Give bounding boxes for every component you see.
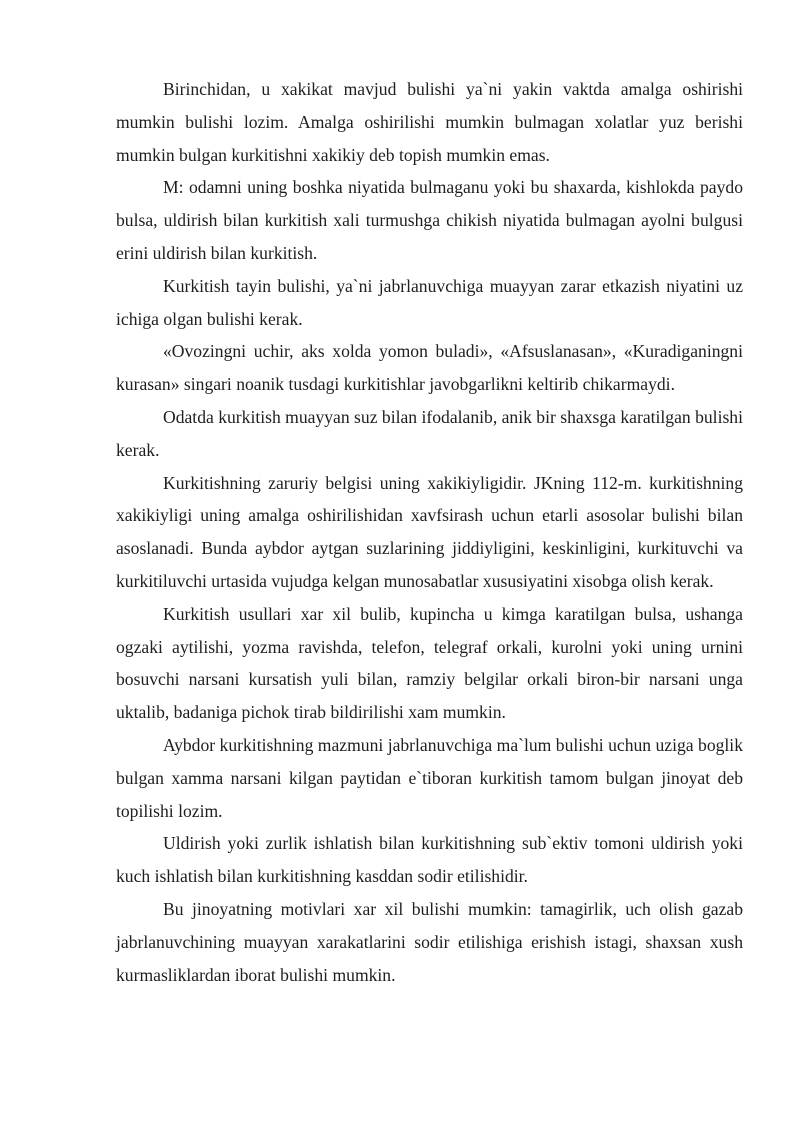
paragraph: Aybdor kurkitishning mazmuni jabrlanuvchiga ma`lum bulishi uchun uziga boglik bulgan xamma narsani kilgan paytidan e`tiboran kurkitish tamom bulgan jinoyat deb topilishi lozim.: [116, 734, 743, 821]
paragraph: Uldirish yoki zurlik ishlatish bilan kurkitishning sub`ektiv tomoni uldirish yoki kuch ishlatish bilan kurkitishning kasddan sodir etilishidir.: [116, 833, 743, 887]
paragraph: Birinchidan, u xakikat mavjud bulishi ya`ni yakin vaktda amalga oshirishi mumkin bulishi lozim. Amalga oshirilishi mumkin bulmagan xolatlar yuz berishi mumkin bulgan kurkitishni xakikiy deb topish mumkin emas.: [116, 79, 743, 165]
paragraph: Kurkitishning zaruriy belgisi uning xakikiyligidir. JKning 112-m. kurkitishning xakikiyligi uning amalga oshirilishidan xavfsirash uchun etarli asosolar bulishi bilan asoslanadi. Bunda aybdor aytgan suzlarining jiddiyligini, keskinligini, kurkituvchi va kurkitiluvchi urtasida vujudga kelgan munosabatlar xususiyatini xisobga olish kerak.: [116, 472, 743, 591]
paragraph: Odatda kurkitish muayyan suz bilan ifodalanib, anik bir shaxsga karatilgan bulishi kerak.: [116, 406, 743, 460]
paragraph: Bu jinoyatning motivlari xar xil bulishi mumkin: tamagirlik, uch olish gazab jabrlanuvchining muayyan xarakatlarini sodir etilishiga erishish istagi, shaxsan xush kurmasliklardan iborat bulishi mumkin.: [116, 898, 743, 985]
paragraph: M: odamni uning boshka niyatida bulmaganu yoki bu shaxarda, kishlokda paydo bulsa, uldirish bilan kurkitish xali turmushga chikish niyatida bulmagan ayolni bulgusi erini uldirish bilan kurkitish.: [116, 177, 743, 263]
paragraph: Kurkitish usullari xar xil bulib, kupincha u kimga karatilgan bulsa, ushanga ogzaki aytilishi, yozma ravishda, telefon, telegraf orkali, kurolni yoki uning urnini bosuvchi narsani kursatish yuli bilan, ramziy belgilar orkali biron-bir narsani unga uktalib, badaniga pichok tirab bildirilishi xam mumkin.: [116, 603, 743, 723]
paragraph: Kurkitish tayin bulishi, ya`ni jabrlanuvchiga muayyan zarar etkazish niyatini uz ichiga olgan bulishi kerak.: [116, 275, 743, 329]
paragraph: «Ovozingni uchir, aks xolda yomon buladi», «Afsuslanasan», «Kuradiganingni kurasan» singari noanik tusdagi kurkitishlar javobgarlikni keltirib chikarmaydi.: [116, 341, 743, 395]
